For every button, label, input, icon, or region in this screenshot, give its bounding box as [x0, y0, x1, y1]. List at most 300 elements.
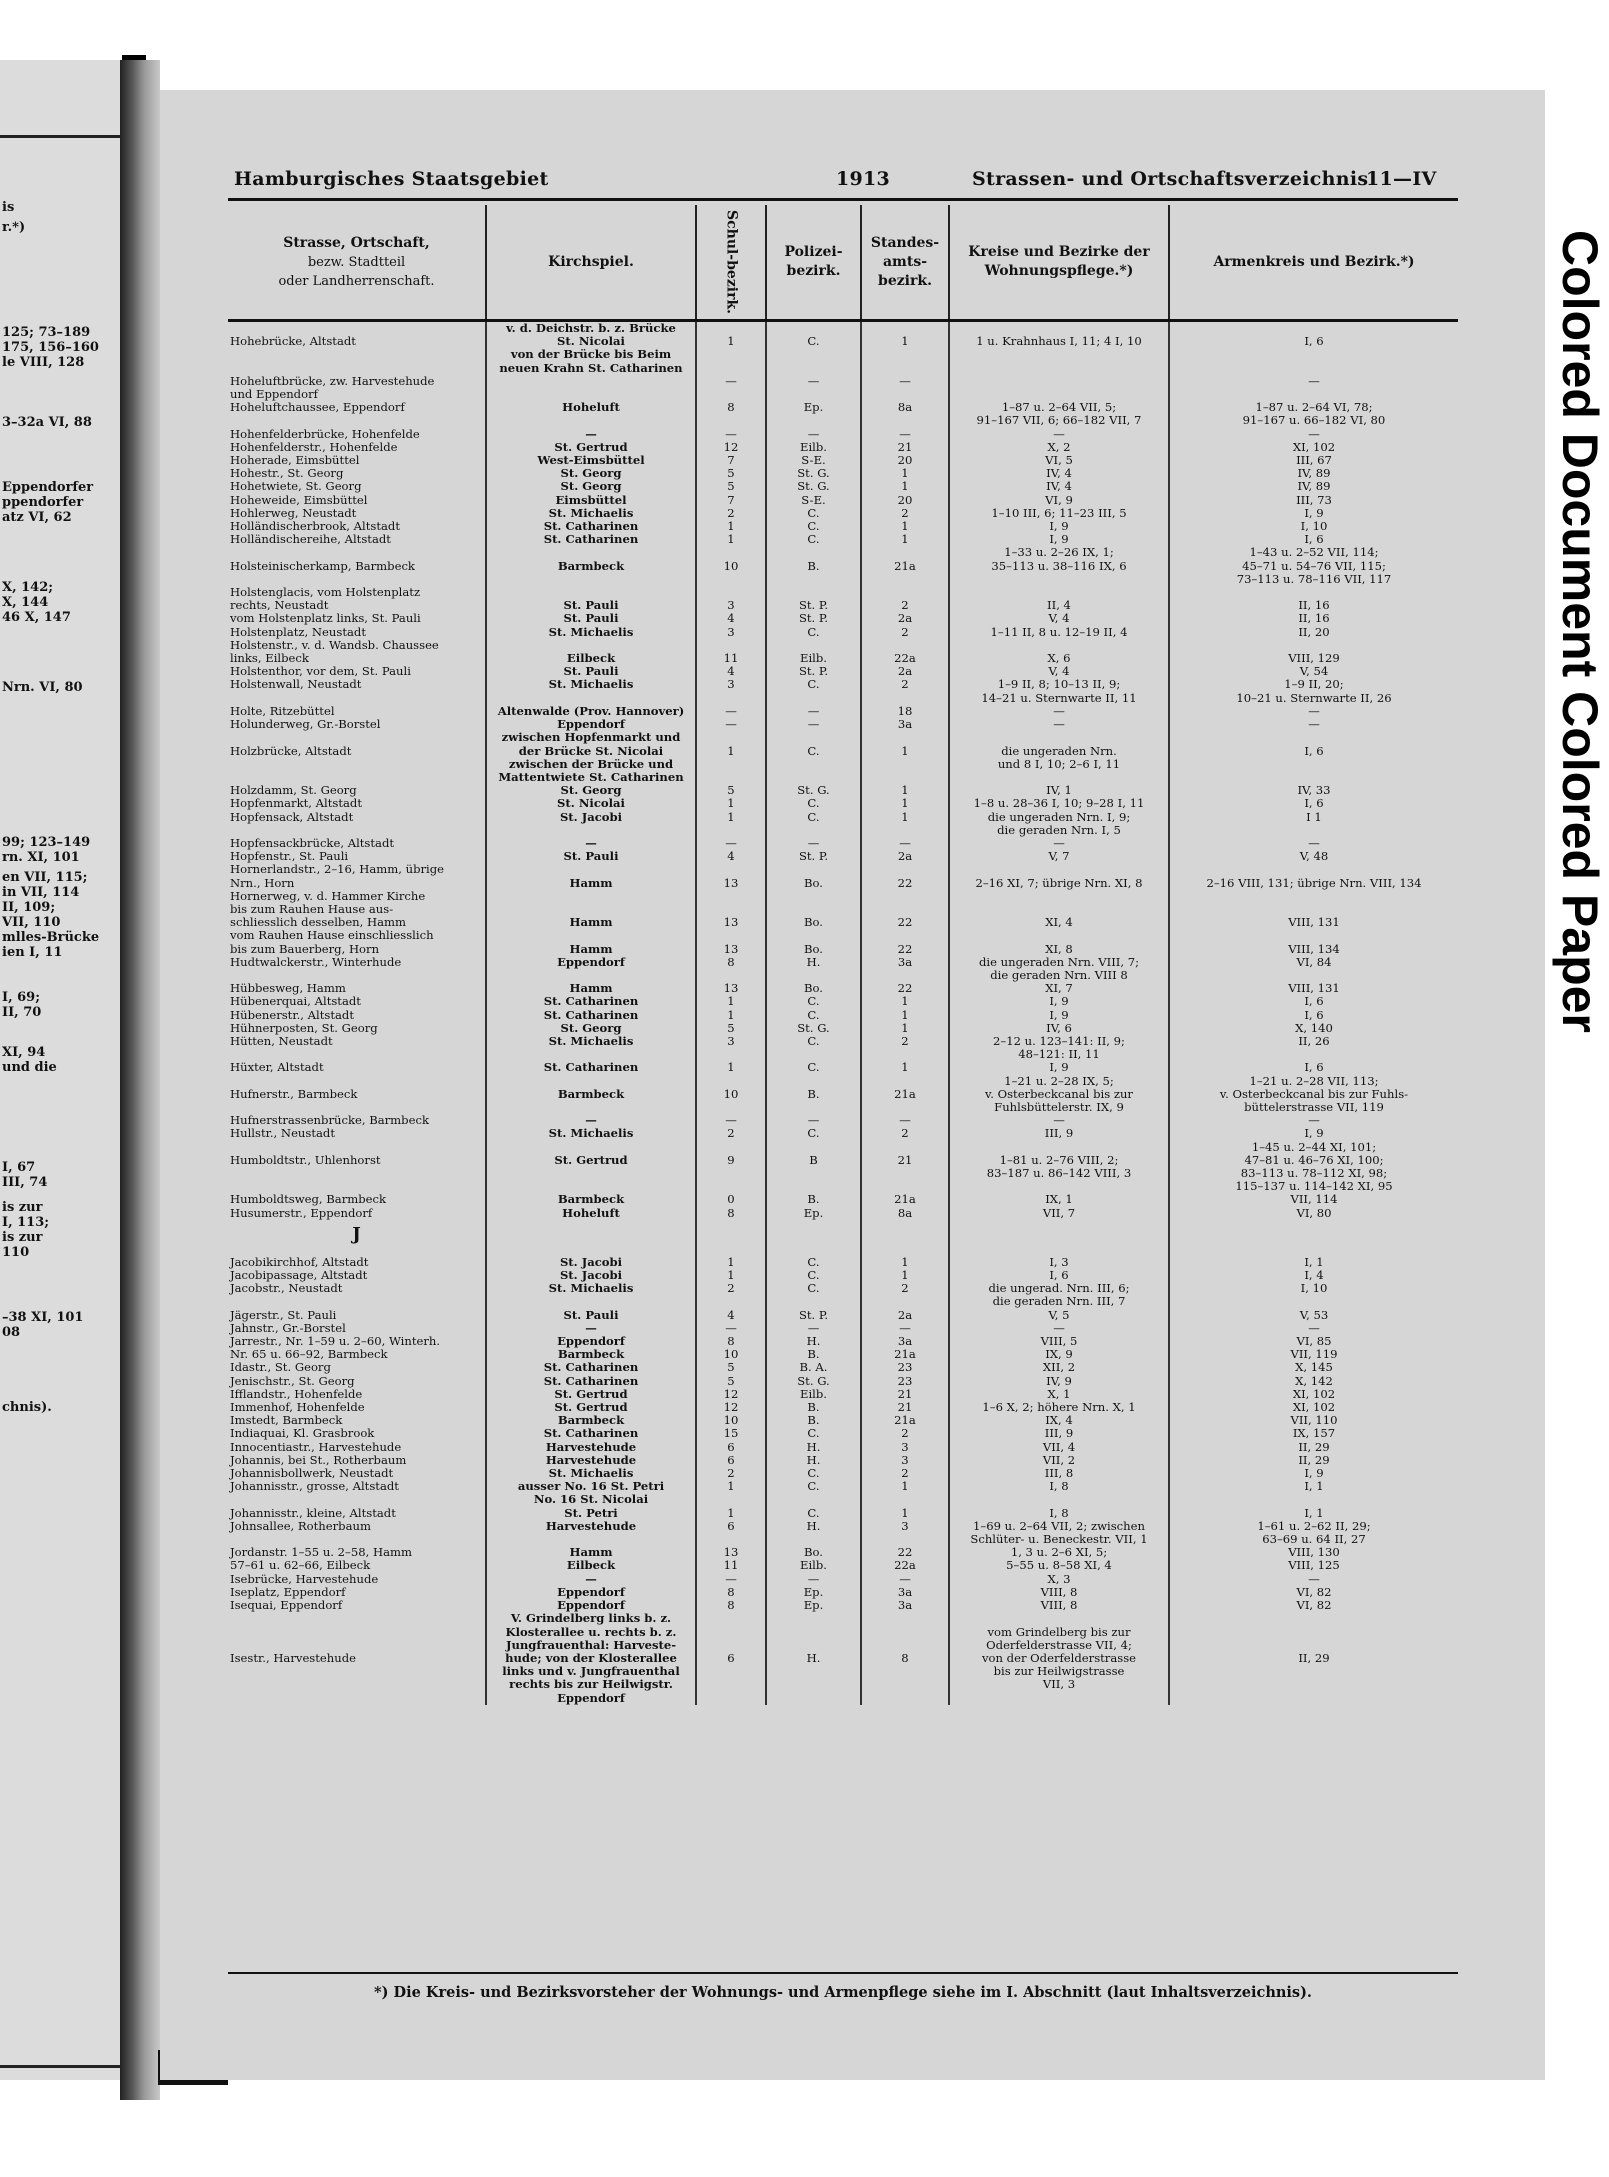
cell-registry-district	[861, 929, 949, 942]
left-page-text: und die	[2, 1060, 57, 1075]
cell-parish: Eppendorf	[486, 1586, 696, 1599]
cell-poor-relief-district	[1169, 362, 1458, 375]
cell-parish: Barmbeck	[486, 1348, 696, 1361]
cell-school-district	[696, 1141, 766, 1154]
cell-street: links, Eilbeck	[230, 651, 309, 666]
cell-poor-relief-district	[1169, 1678, 1458, 1691]
table-row	[228, 731, 1458, 744]
cell-welfare-district: die ungeraden Nrn.	[949, 745, 1169, 758]
cell-street: Hufnerstr., Barmbeck	[230, 1086, 358, 1101]
cell-street: Hopfenstr., St. Pauli	[230, 849, 349, 864]
table-row	[228, 1652, 1458, 1665]
cell-street	[228, 414, 486, 427]
cell-street: Hüxter, Altstadt	[230, 1060, 324, 1075]
cell-poor-relief-district: 83–113 u. 78–112 XI, 98;	[1169, 1167, 1458, 1180]
cell-poor-relief-district: IV, 89	[1169, 480, 1458, 493]
cell-welfare-district	[949, 929, 1169, 942]
cell-welfare-district: 1–10 III, 6; 11–23 III, 5	[949, 507, 1169, 520]
table-row	[228, 1454, 1458, 1467]
cell-police-district: C.	[766, 678, 861, 691]
cell-poor-relief-district: —	[1169, 718, 1458, 731]
table-row	[228, 1075, 1458, 1088]
cell-registry-district: —	[861, 837, 949, 850]
cell-parish: hude; von der Klosterallee	[486, 1652, 696, 1665]
cell-police-district: S-E.	[766, 494, 861, 507]
cell-street: Hohebrücke, Altstadt	[230, 334, 356, 349]
cell-parish: rechts bis zur Heilwigstr.	[486, 1678, 696, 1691]
cell-welfare-district: X, 1	[949, 1388, 1169, 1401]
cell-police-district: H.	[766, 1454, 861, 1467]
table-row	[228, 758, 1458, 771]
cell-school-district: 4	[696, 1309, 766, 1322]
table-row	[228, 454, 1458, 467]
left-page-text: 175, 156–160	[2, 340, 99, 355]
cell-poor-relief-district: I, 1	[1169, 1480, 1458, 1493]
table-row	[228, 321, 1458, 336]
cell-parish: St. Michaelis	[486, 1467, 696, 1480]
cell-police-district: B. A.	[766, 1361, 861, 1374]
cell-police-district: C.	[766, 1009, 861, 1022]
cell-parish: Hoheluft	[486, 1207, 696, 1220]
book-spine	[120, 60, 160, 2100]
cell-street: Johannisbollwerk, Neustadt	[230, 1466, 394, 1481]
cell-police-district: B.	[766, 1414, 861, 1427]
cell-registry-district: 21	[861, 441, 949, 454]
cell-poor-relief-district: I, 9	[1169, 507, 1458, 520]
table-row	[228, 1586, 1458, 1599]
cell-poor-relief-district: VIII, 130	[1169, 1546, 1458, 1559]
cell-welfare-district: 2–16 XI, 7; übrige Nrn. XI, 8	[949, 877, 1169, 890]
cell-parish: St. Nicolai	[486, 797, 696, 810]
column-header-standesamtsbezirk: Standes-amts-bezirk.	[861, 205, 949, 321]
cell-street: Hübenerstr., Altstadt	[230, 1007, 355, 1022]
cell-registry-district: 22	[861, 1546, 949, 1559]
cell-police-district: C.	[766, 1282, 861, 1295]
cell-welfare-district: I, 9	[949, 1061, 1169, 1074]
cell-registry-district: 8a	[861, 1207, 949, 1220]
table-row	[228, 639, 1458, 652]
cell-parish: Mattentwiete St. Catharinen	[486, 771, 696, 784]
cell-poor-relief-district	[1169, 1626, 1458, 1639]
cell-welfare-district: 1–11 II, 8 u. 12–19 II, 4	[949, 626, 1169, 639]
left-page-text: atz VI, 62	[2, 510, 72, 525]
cell-poor-relief-district: 2–16 VIII, 131; übrige Nrn. VIII, 134	[1169, 877, 1458, 890]
cell-welfare-district: 5–55 u. 8–58 XI, 4	[949, 1559, 1169, 1572]
cell-parish: St. Georg	[486, 467, 696, 480]
cell-school-district	[696, 731, 766, 744]
cell-poor-relief-district: 1–43 u. 2–52 VII, 114;	[1169, 546, 1458, 559]
cell-poor-relief-district: —	[1169, 705, 1458, 718]
cell-registry-district: 1	[861, 1269, 949, 1282]
cell-registry-district	[861, 1220, 949, 1256]
cell-school-district: 8	[696, 1599, 766, 1612]
cell-police-district: C.	[766, 1507, 861, 1520]
cell-police-district: C.	[766, 507, 861, 520]
cell-registry-district: 3	[861, 1520, 949, 1533]
cell-poor-relief-district: 1–9 II, 20;	[1169, 678, 1458, 691]
header-year: 1913	[836, 168, 891, 190]
cell-school-district	[696, 1612, 766, 1625]
cell-school-district: —	[696, 1573, 766, 1586]
table-row	[228, 1009, 1458, 1022]
cell-police-district	[766, 414, 861, 427]
cell-poor-relief-district	[1169, 321, 1458, 336]
cell-parish: Eilbeck	[486, 1559, 696, 1572]
cell-street	[228, 1626, 486, 1639]
cell-police-district: St. G.	[766, 480, 861, 493]
cell-street: Holunderweg, Gr.-Borstel	[230, 717, 381, 732]
cell-street: Hopfenmarkt, Altstadt	[230, 796, 362, 811]
table-row	[228, 441, 1458, 454]
cell-street: Isestr., Harvestehude	[230, 1650, 356, 1665]
cell-school-district: 13	[696, 943, 766, 956]
cell-poor-relief-district: VI, 82	[1169, 1599, 1458, 1612]
cell-registry-district: 3	[861, 1454, 949, 1467]
cell-school-district	[696, 362, 766, 375]
cell-poor-relief-district: VII, 110	[1169, 1414, 1458, 1427]
table-row	[228, 995, 1458, 1008]
cell-school-district	[696, 1639, 766, 1652]
cell-welfare-district: IX, 4	[949, 1414, 1169, 1427]
cell-school-district: 8	[696, 1335, 766, 1348]
cell-welfare-district: I, 3	[949, 1256, 1169, 1269]
cell-registry-district	[861, 362, 949, 375]
cell-registry-district: 1	[861, 811, 949, 824]
side-label-text: Colored Document Colored Paper	[1552, 230, 1608, 1033]
cell-police-district: H.	[766, 956, 861, 969]
cell-welfare-district: V, 7	[949, 850, 1169, 863]
cell-registry-district: 21	[861, 1388, 949, 1401]
cell-school-district: 10	[696, 1414, 766, 1427]
cell-police-district	[766, 824, 861, 837]
cell-parish: St. Jacobi	[486, 1269, 696, 1282]
cell-police-district: H.	[766, 1520, 861, 1533]
cell-welfare-district: XII, 2	[949, 1361, 1169, 1374]
cell-poor-relief-district: II, 20	[1169, 626, 1458, 639]
cell-police-district	[766, 1493, 861, 1506]
table-row	[228, 335, 1458, 348]
cell-poor-relief-district: —	[1169, 1573, 1458, 1586]
cell-police-district: Bo.	[766, 982, 861, 995]
cell-school-district: —	[696, 1114, 766, 1127]
cell-parish: Harvestehude	[486, 1520, 696, 1533]
cell-parish: Eppendorf	[486, 1599, 696, 1612]
cell-poor-relief-district: XI, 102	[1169, 441, 1458, 454]
cell-registry-district	[861, 758, 949, 771]
cell-school-district	[696, 1678, 766, 1691]
cell-street	[228, 546, 486, 559]
table-row	[228, 784, 1458, 797]
cell-welfare-district: 1–33 u. 2–26 IX, 1;	[949, 546, 1169, 559]
left-page-text: chnis).	[2, 1400, 52, 1415]
cell-registry-district	[861, 1626, 949, 1639]
cell-poor-relief-district: II, 29	[1169, 1441, 1458, 1454]
cell-welfare-district: VII, 4	[949, 1441, 1169, 1454]
cell-parish: Hoheluft	[486, 401, 696, 414]
cell-school-district: 1	[696, 995, 766, 1008]
cell-parish: Eilbeck	[486, 652, 696, 665]
cell-police-district: St. G.	[766, 784, 861, 797]
cell-school-district: —	[696, 837, 766, 850]
cell-school-district: 1	[696, 335, 766, 348]
cell-poor-relief-district: büttelerstrasse VII, 119	[1169, 1101, 1458, 1114]
cell-welfare-district: 1–21 u. 2–28 IX, 5;	[949, 1075, 1169, 1088]
cell-registry-district	[861, 1692, 949, 1705]
cell-school-district	[696, 1626, 766, 1639]
cell-school-district	[696, 321, 766, 336]
cell-street: Nr. 65 u. 66–92, Barmbeck	[230, 1347, 388, 1362]
cell-police-district: Ep.	[766, 1599, 861, 1612]
table-row	[228, 546, 1458, 559]
cell-parish: zwischen Hopfenmarkt und	[486, 731, 696, 744]
cell-street: Johannisstr., kleine, Altstadt	[230, 1505, 396, 1520]
cell-parish: St. Pauli	[486, 599, 696, 612]
cell-poor-relief-district: II, 16	[1169, 612, 1458, 625]
cell-police-district: B	[766, 1154, 861, 1167]
cell-registry-district: 1	[861, 533, 949, 546]
cell-welfare-district	[949, 890, 1169, 903]
table-row	[228, 877, 1458, 890]
cell-street	[228, 1692, 486, 1705]
cell-welfare-district: 1–87 u. 2–64 VII, 5;	[949, 401, 1169, 414]
cell-welfare-district	[949, 348, 1169, 361]
cell-school-district	[696, 348, 766, 361]
cell-poor-relief-district	[1169, 1493, 1458, 1506]
cell-parish	[486, 1141, 696, 1154]
table-row	[228, 718, 1458, 731]
left-page-text: en VII, 115;	[2, 870, 88, 885]
cell-welfare-district	[949, 863, 1169, 876]
cell-police-district: C.	[766, 533, 861, 546]
cell-street: Hohenfelderstr., Hohenfelde	[230, 439, 398, 454]
cell-registry-district: 2	[861, 599, 949, 612]
cell-welfare-district: —	[949, 428, 1169, 441]
cell-police-district: —	[766, 1322, 861, 1335]
cell-street: Nrn., Horn	[230, 875, 295, 890]
cell-police-district: —	[766, 375, 861, 388]
cell-street: Holstenwall, Neustadt	[230, 677, 362, 692]
cell-poor-relief-district: V, 54	[1169, 665, 1458, 678]
cell-street: Jarrestr., Nr. 1–59 u. 2–60, Winterh.	[230, 1334, 441, 1349]
cell-school-district: 11	[696, 652, 766, 665]
cell-police-district: C.	[766, 1035, 861, 1048]
cell-parish	[486, 546, 696, 559]
cell-parish: V. Grindelberg links b. z.	[486, 1612, 696, 1625]
cell-police-district: C.	[766, 335, 861, 348]
cell-poor-relief-district	[1169, 1639, 1458, 1652]
cell-registry-district: 1	[861, 784, 949, 797]
cell-poor-relief-district: I, 9	[1169, 1467, 1458, 1480]
cell-police-district	[766, 546, 861, 559]
table-row	[228, 1309, 1458, 1322]
cell-parish: Hamm	[486, 943, 696, 956]
cell-welfare-district: IV, 4	[949, 480, 1169, 493]
table-row	[228, 1180, 1458, 1193]
cell-parish: St. Georg	[486, 1022, 696, 1035]
cell-police-district	[766, 1612, 861, 1625]
cell-poor-relief-district: VII, 114	[1169, 1193, 1458, 1206]
cell-registry-district: —	[861, 1322, 949, 1335]
cell-street: Hoheluftbrücke, zw. Harvestehude	[230, 373, 435, 388]
table-row	[228, 943, 1458, 956]
cell-welfare-district	[949, 1612, 1169, 1625]
cell-welfare-district	[949, 321, 1169, 336]
cell-street: Hopfensack, Altstadt	[230, 809, 354, 824]
cell-parish: Eppendorf	[486, 1335, 696, 1348]
cell-police-district: —	[766, 718, 861, 731]
left-page-text: is zur	[2, 1230, 43, 1245]
cell-street: Holte, Ritzebüttel	[230, 703, 335, 718]
cell-registry-district	[861, 1295, 949, 1308]
cell-police-district	[766, 321, 861, 336]
cell-police-district: C.	[766, 1427, 861, 1440]
cell-poor-relief-district: VI, 84	[1169, 956, 1458, 969]
cell-school-district: 7	[696, 494, 766, 507]
cell-welfare-district: VIII, 5	[949, 1335, 1169, 1348]
table-row	[228, 692, 1458, 705]
table-row	[228, 1282, 1458, 1295]
cell-registry-district: 1	[861, 745, 949, 758]
cell-parish	[486, 863, 696, 876]
table-row	[228, 1573, 1458, 1586]
left-page-text: 125; 73–189	[2, 325, 91, 340]
cell-police-district	[766, 731, 861, 744]
cell-school-district: 3	[696, 626, 766, 639]
cell-poor-relief-district: X, 145	[1169, 1361, 1458, 1374]
cell-registry-district: 21	[861, 1401, 949, 1414]
cell-poor-relief-district: II, 29	[1169, 1454, 1458, 1467]
cell-welfare-district: und 8 I, 10; 2–6 I, 11	[949, 758, 1169, 771]
left-page-text: I, 113;	[2, 1215, 50, 1230]
table-row	[228, 1361, 1458, 1374]
cell-street: Husumerstr., Eppendorf	[230, 1205, 373, 1220]
cell-street: Hopfensackbrücke, Altstadt	[230, 835, 395, 850]
cell-school-district: 1	[696, 1507, 766, 1520]
table-row	[228, 1599, 1458, 1612]
cell-welfare-district: —	[949, 1322, 1169, 1335]
cell-police-district: Eilb.	[766, 1388, 861, 1401]
cell-parish: St. Michaelis	[486, 1035, 696, 1048]
cell-police-district: Bo.	[766, 943, 861, 956]
cell-welfare-district: —	[949, 837, 1169, 850]
cell-poor-relief-district: X, 140	[1169, 1022, 1458, 1035]
table-row	[228, 652, 1458, 665]
header-right: Strassen- und Ortschaftsverzeichnis	[972, 168, 1369, 190]
cell-parish: Harvestehude	[486, 1441, 696, 1454]
cell-welfare-district: 91–167 VII, 6; 66–182 VII, 7	[949, 414, 1169, 427]
cell-school-district: 6	[696, 1454, 766, 1467]
cell-welfare-district: die ungerad. Nrn. III, 6;	[949, 1282, 1169, 1295]
cell-poor-relief-district: I, 6	[1169, 797, 1458, 810]
cell-poor-relief-district: 73–113 u. 78–116 VII, 117	[1169, 573, 1458, 586]
cell-parish: —	[486, 1322, 696, 1335]
cell-parish: Eppendorf	[486, 1692, 696, 1705]
table-row	[228, 612, 1458, 625]
left-page-text: r.*)	[2, 220, 26, 235]
cell-welfare-district: die geraden Nrn. I, 5	[949, 824, 1169, 837]
side-label	[1545, 230, 1608, 1430]
cell-registry-district: 2a	[861, 612, 949, 625]
cell-registry-district: 3a	[861, 718, 949, 731]
cell-parish: —	[486, 1114, 696, 1127]
cell-welfare-district: X, 2	[949, 441, 1169, 454]
cell-street: Hoherade, Eimsbüttel	[230, 453, 360, 468]
cell-parish: St. Catharinen	[486, 533, 696, 546]
cell-poor-relief-district: I, 6	[1169, 533, 1458, 546]
cell-school-district: 13	[696, 1546, 766, 1559]
cell-police-district: B.	[766, 1348, 861, 1361]
cell-poor-relief-district: I, 6	[1169, 335, 1458, 348]
cell-welfare-district: die geraden Nrn. III, 7	[949, 1295, 1169, 1308]
cell-registry-district: 2	[861, 626, 949, 639]
cell-welfare-district	[949, 731, 1169, 744]
cell-police-district: St. P.	[766, 665, 861, 678]
cell-school-district	[696, 1692, 766, 1705]
cell-parish: St. Michaelis	[486, 1282, 696, 1295]
cell-parish: St. Michaelis	[486, 507, 696, 520]
cell-poor-relief-district: VIII, 131	[1169, 916, 1458, 929]
table-row	[228, 678, 1458, 691]
cell-school-district: 9	[696, 1154, 766, 1167]
cell-parish: Eppendorf	[486, 718, 696, 731]
cell-welfare-district: III, 8	[949, 1467, 1169, 1480]
cell-registry-district: 3	[861, 1441, 949, 1454]
cell-welfare-district	[949, 1692, 1169, 1705]
cell-street: Hohlerweg, Neustadt	[230, 505, 357, 520]
cell-school-district: —	[696, 718, 766, 731]
cell-police-district: —	[766, 1114, 861, 1127]
cell-registry-district: 22	[861, 877, 949, 890]
cell-street: Jägerstr., St. Pauli	[230, 1307, 337, 1322]
cell-registry-district	[861, 731, 949, 744]
cell-school-district: 11	[696, 1559, 766, 1572]
table-row	[228, 1061, 1458, 1074]
cell-police-district: C.	[766, 797, 861, 810]
cell-welfare-district: XI, 7	[949, 982, 1169, 995]
cell-poor-relief-district	[1169, 731, 1458, 744]
cell-parish: Barmbeck	[486, 1193, 696, 1206]
cell-registry-district	[861, 1665, 949, 1678]
cell-registry-district: 23	[861, 1361, 949, 1374]
table-row	[228, 1207, 1458, 1220]
cell-poor-relief-district: v. Osterbeckcanal bis zur Fuhls-	[1169, 1088, 1458, 1101]
cell-parish: der Brücke St. Nicolai	[486, 745, 696, 758]
cell-police-district: B.	[766, 1193, 861, 1206]
cell-registry-district: 2a	[861, 850, 949, 863]
cell-school-district: 1	[696, 1061, 766, 1074]
cell-parish: St. Catharinen	[486, 995, 696, 1008]
table-row	[228, 1427, 1458, 1440]
left-page-text: ppendorfer	[2, 495, 84, 510]
table-row	[228, 1559, 1458, 1572]
cell-poor-relief-district: I, 1	[1169, 1507, 1458, 1520]
cell-registry-district	[861, 1639, 949, 1652]
cell-street: Hornerlandstr., 2–16, Hamm, übrige	[230, 862, 445, 877]
cell-parish	[486, 929, 696, 942]
cell-registry-district: 1	[861, 1022, 949, 1035]
cell-welfare-district: 1–8 u. 28–36 I, 10; 9–28 I, 11	[949, 797, 1169, 810]
cell-police-district: St. G.	[766, 467, 861, 480]
cell-poor-relief-district: I, 6	[1169, 1009, 1458, 1022]
cell-police-district: Eilb.	[766, 441, 861, 454]
cell-police-district	[766, 1639, 861, 1652]
cell-school-district: 2	[696, 1467, 766, 1480]
cell-poor-relief-district	[1169, 758, 1458, 771]
column-header-strasse-sub1: bezw. Stadtteil	[307, 254, 406, 270]
cell-school-district	[696, 546, 766, 559]
left-page-text: in VII, 114	[2, 885, 80, 900]
cell-parish: St. Pauli	[486, 612, 696, 625]
